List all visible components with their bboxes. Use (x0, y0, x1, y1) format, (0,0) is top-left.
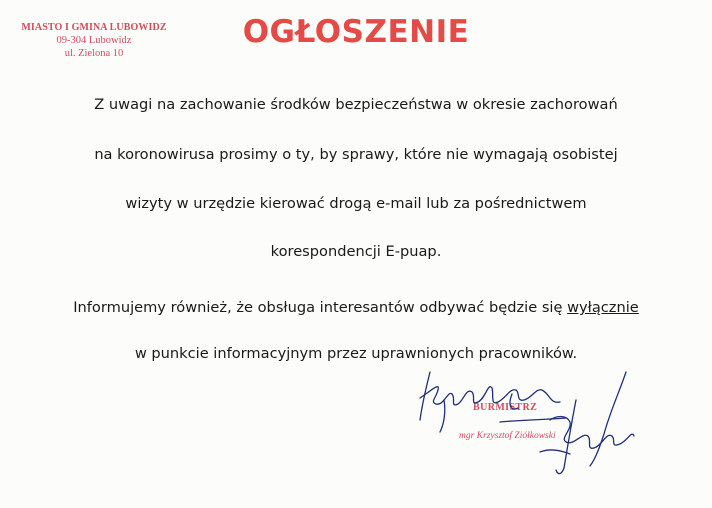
paragraph2-line2: w punkcie informacyjnym przez uprawnionych pracowników. (134, 345, 578, 362)
signature-block (400, 360, 640, 480)
paragraph2-underlined-word: wyłącznie (567, 299, 639, 316)
stamp-line-postal: 09-304 Lubowidz (56, 35, 132, 46)
paragraph1-line4: korespondencji E-puap. (270, 243, 442, 260)
stamp-line-name: MIASTO I GMINA LUBOWIDZ (21, 22, 167, 33)
mayor-title-stamp: BURMISTRZ (473, 402, 538, 413)
paragraph1-line3: wizyty w urzędzie kierować drogą e-mail lub za pośrednictwem (125, 195, 587, 212)
handwritten-signature-icon (400, 360, 640, 480)
notice-title: OGŁOSZENIE (242, 14, 470, 50)
paragraph2-line1 (0, 299, 712, 316)
paragraph2-line1-text: Informujemy również, że obsługa interesantów odbywać będzie się (73, 299, 568, 316)
paragraph1-line2: na koronowirusa prosimy o ty, by sprawy, które nie wymagają osobistej (94, 146, 618, 163)
stamp-line-street: ul. Zielona 10 (64, 48, 124, 59)
mayor-name-stamp: mgr Krzysztof Ziółkowski (459, 431, 556, 441)
paragraph1-line1: Z uwagi na zachowanie środków bezpieczeństwa w okresie zachorowań (94, 96, 618, 113)
